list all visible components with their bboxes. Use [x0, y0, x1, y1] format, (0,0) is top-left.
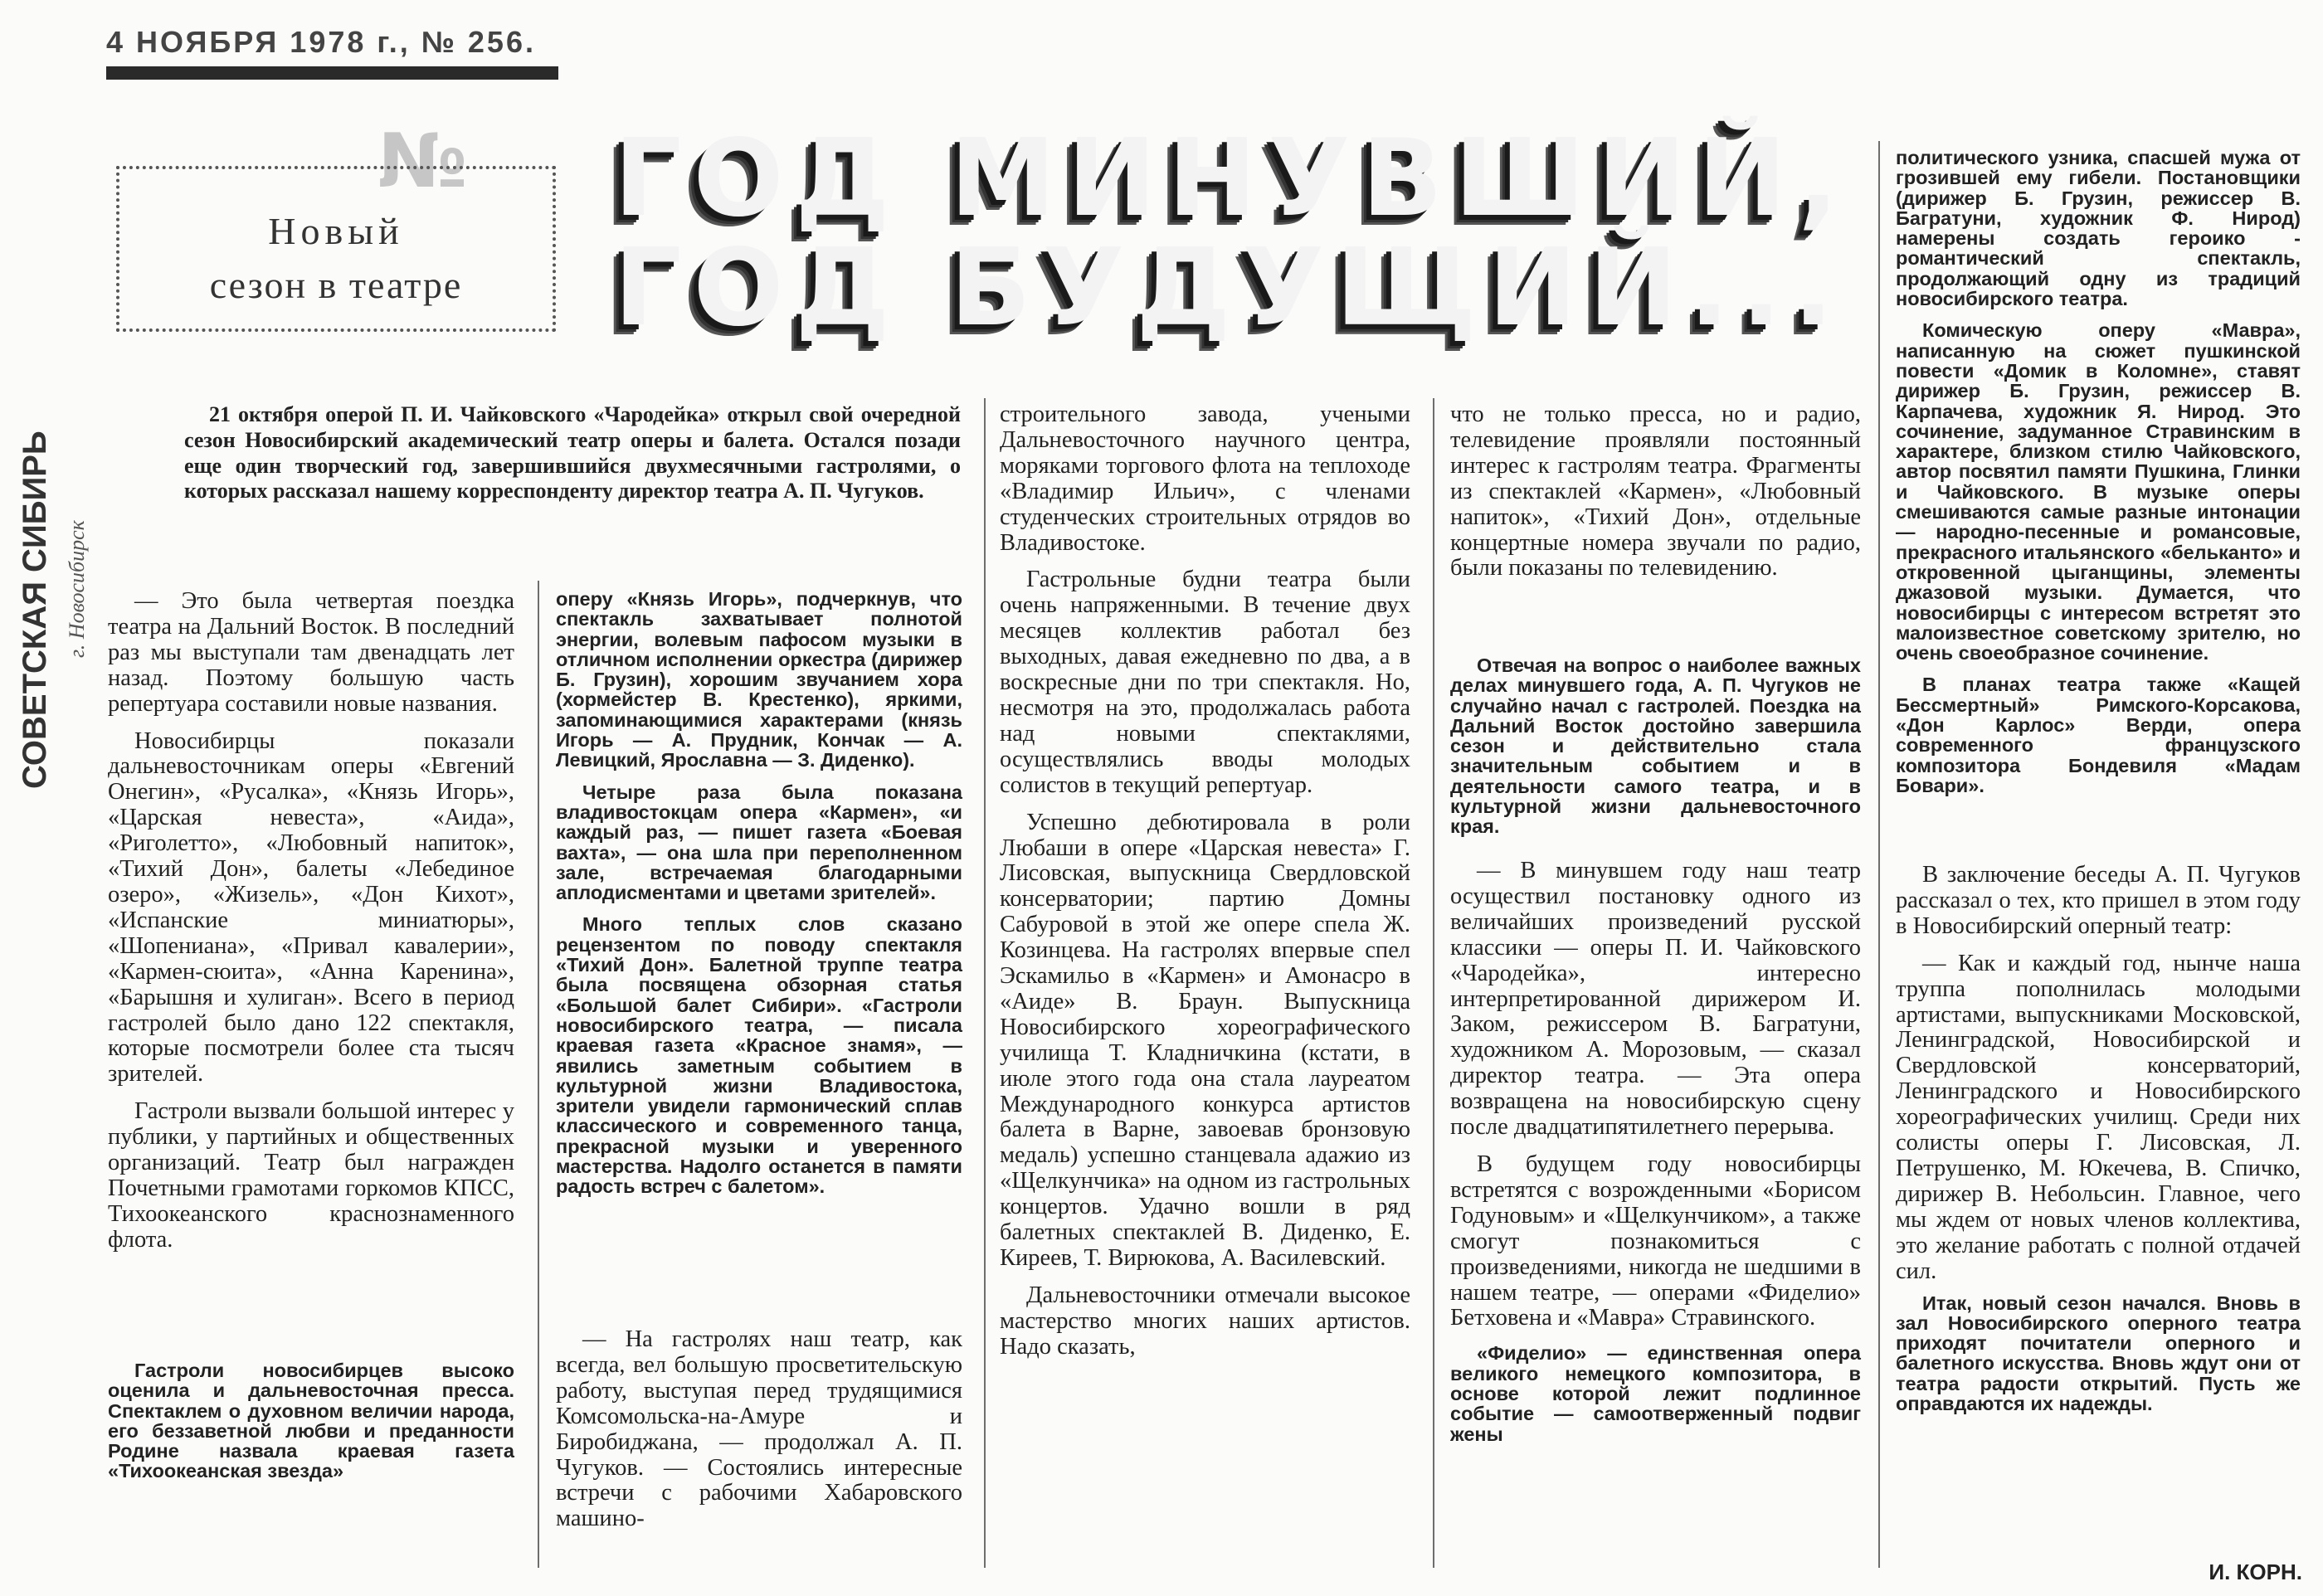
ghost-print-mark: №	[377, 118, 468, 205]
rubric-line-1: Новый	[268, 210, 404, 252]
headline-line-1: ГОД МИНУВШИЙ,	[614, 117, 1850, 241]
paragraph: Гастрольные будни театра были очень напряженными. В течение двух месяцев коллектив работал без выходных, давая ежедневно по два, а в воскресные дни по три спектакля. Но, несмотря на это, продолжалась работа над новыми спектаклями, осуществлялись вводы молодых солистов в текущий репертуар.	[1000, 567, 1410, 798]
paragraph: В заключение беседы А. П. Чугуков рассказал о тех, кто пришел в этом году в Новосибирский оперный театр:	[1896, 862, 2301, 939]
article-column-3	[1000, 402, 1410, 1360]
dateline-rule	[106, 66, 558, 80]
headline	[614, 117, 1850, 350]
paragraph: — В минувшем году наш театр осуществил постановку одного из величайших произведений русской классики — оперы П. И. Чайковского «Чародейка», интересно интерпретированной дирижером И. Заком, режиссером В. Багратуни, художником А. Морозовым, — сказал директор театра. — Эта опера возвращена на новосибирскую сцену после двадцатипятилетнего перерыва.	[1450, 858, 1861, 1141]
article-column-5-bold	[1896, 148, 2301, 796]
paragraph: Новосибирцы показали дальневосточникам оперы «Евгений Онегин», «Русалка», «Князь Игорь», «Царская невеста», «Аида», «Риголетто», «Любовный напиток», «Тихий Дон», балеты «Лебединое озеро», «Жизель», «Дон Кихот», «Испанские миниатюры», «Шопениана», «Привал кавалерии», «Кармен-сюита», «Анна Каренина», «Барышня и хулиган». Всего в период гастролей было дано 122 спектакля, которые посмотрели более ста тысяч зрителей.	[108, 727, 514, 1088]
paragraph: «Фиделио» — единственная опера великого немецкого композитора, в основе которой лежит подлинное событие — самоотверженный подвиг жены	[1450, 1342, 1861, 1445]
author-signature: И. КОРН.	[2209, 1560, 2302, 1584]
article-column-2-bold	[556, 589, 962, 1197]
article-column-4	[1450, 859, 1861, 1444]
article-column-4-bold-end	[1450, 1343, 1861, 1443]
column-rule	[1878, 141, 1880, 1568]
paragraph: Четыре раза была показана владивостокцам опера «Кармен», «и каждый раз, — пишет газета «Боевая вахта», — она шла при переполненном зале, встречаемая благодарными аплодисментами и цветами зрителей».	[556, 781, 962, 904]
paragraph: оперу «Князь Игорь», подчеркнув, что спектакль захватывает полнотой энергии, волевым пафосом музыки в отличном исполнении оркестра (дирижер Б. Грузин), хорошим звучанием хора (хормейстер В. Крестенко), яркими, запоминающимися характерами (князь Игорь — А. Прудник, Кончак — А. Левицкий, Ярославна — З. Диденко).	[556, 588, 962, 771]
paragraph: Дальневосточники отмечали высокое мастерство многих наших артистов. Надо сказать,	[1000, 1282, 1410, 1360]
paragraph: В планах театра также «Кащей Бессмертный» Римского-Корсакова, «Дон Карлос» Верди, опера современного французского композитора Бондевиля «Мадам Бовари».	[1896, 674, 2301, 796]
rubric-line-2: сезон в театре	[209, 264, 463, 306]
paragraph: — Как и каждый год, нынче наша труппа пополнилась молодыми артистами, выпускниками Московской, Ленинградской, Новосибирской и Свердловской консерваторий, Ленинградского и Новосибирского хореографических училищ. Среди них солисты оперы Г. Лисовская, Л. Петрушенко, М. Юкечева, В. Спичко, дирижер В. Небольсин. Главное, чего мы ждем от новых членов коллектива, это желание работать с полной отдачей сил.	[1896, 950, 2301, 1284]
newspaper-name-sidebar: СОВЕТСКАЯ СИБИРЬ	[17, 431, 53, 789]
paragraph: строительного завода, учеными Дальневосточного научного центра, моряками торгового флота на теплоходе «Владимир Ильич», с членами студенческих строительных отрядов во Владивостоке.	[1000, 401, 1410, 556]
paragraph: Отвечая на вопрос о наиболее важных делах минувшего года, А. П. Чугуков не случайно начал с гастролей. Поездка на Дальний Восток достойно завершила сезон и действительно стала значительным событием и в деятельности самого театра, и в культурной жизни дальневосточного края.	[1450, 654, 1861, 838]
paragraph: Итак, новый сезон начался. Вновь в зал Новосибирского оперного театра приходят почитатели оперного и балетного искусства. Вновь ждут они от театра радости открытий. Пусть же оправдаются их надежды.	[1896, 1292, 2301, 1414]
column-rule	[538, 581, 539, 1568]
article-column-4-top	[1450, 402, 1861, 581]
article-column-5	[1896, 863, 2301, 1414]
headline-line-2: ГОД БУДУЩИЙ...	[614, 226, 1845, 350]
dateline: 4 НОЯБРЯ 1978 г., № 256.	[106, 25, 536, 59]
article-column-5-bold-end	[1896, 1293, 2301, 1414]
city-sidebar: г. Новосибирск	[65, 520, 89, 658]
paragraph: Комическую оперу «Мавра», написанную на сюжет пушкинской повести «Домик в Коломне», ставят дирижер Б. Грузин, режиссер В. Карпачева, художник Я. Нирод. Это сочинение, задуманное Стравинским в характере, близком стилю Чайковского, автор посвятил памяти Пушкина, Глинки и Чайковского. В музыке оперы смешиваются самые разные интонации — народно-песенные и романсовые, прекрасного итальянского «бельканто» и откровенной цыганщины, элементы джазовой музыки. Думается, что новосибирцы с интересом встретят это малоизвестное советскому зрителю, но очень своеобразное сочинение.	[1896, 319, 2301, 664]
article-column-1-bold	[108, 1360, 514, 1482]
paragraph: что не только пресса, но и радио, телевидение проявляли постоянный интерес к гастролям театра. Фрагменты из спектаклей «Кармен», «Любовный напиток», «Тихий Дон», отдельные концертные номера звучали по радио, были показаны по телевидению.	[1450, 401, 1861, 581]
article-column-2	[556, 1327, 962, 1532]
column-rule	[1433, 398, 1434, 1568]
paragraph: Много теплых слов сказано рецензентом по поводу спектакля «Тихий Дон». Балетной труппе театра была посвящена обзорная статья «Большой балет Сибири». «Гастроли новосибирского театра, — писала краевая газета «Красное знамя», — явились заметным событием в культурной жизни Владивостока, зрители увидели гармонический сплав классического и современного танца, прекрасной музыки и уверенного мастерства. Надолго останется в памяти радость встреч с балетом».	[556, 913, 962, 1198]
column-rule	[984, 398, 986, 1568]
rubric-box	[116, 166, 556, 332]
article-column-4-bold	[1450, 655, 1861, 837]
paragraph: Успешно дебютировала в роли Любаши в опере «Царская невеста» Г. Лисовская, выпускница Свердловской консерватории; партию Домны Сабуровой в этой же опере спела Ж. Козинцева. На гастролях впервые спел Эскамильо в «Кармен» и Амонасро в «Аиде» В. Браун. Выпускница Новосибирского хореографического училища Т. Кладничкина (кстати, в июле этого года она стала лауреатом Международного конкурса артистов балета в Варне, завоевав бронзовую медаль) успешно станцевала адажио из «Щелкунчика» на одном из гастрольных концертов. Удачно вошли в ряд балетных спектаклей В. Диденко, Е. Киреев, Т. Вирюкова, А. Василевский.	[1000, 809, 1410, 1271]
paragraph: политического узника, спасшей мужа от грозившей ему гибели. Постановщики (дирижер Б. Грузин, режиссер В. Багратуни, художник Ф. Нирод) намерены создать героико - романтический спектакль, продолжающий одну из традиций новосибирского театра.	[1896, 147, 2301, 310]
paragraph: — Это была четвертая поездка театра на Дальний Восток. В последний раз мы выступали там двенадцать лет назад. Поэтому большую часть репертуара составили новые названия.	[108, 588, 514, 717]
article-column-1	[108, 589, 514, 1253]
paragraph: Гастроли вызвали большой интерес у публики, у партийных и общественных организаций. Театр был награжден Почетными грамотами горкомов КПСС, Тихоокеанского краснознаменного флота.	[108, 1098, 514, 1253]
paragraph: В будущем году новосибирцы встретятся с возрожденными «Борисом Годуновым» и «Щелкунчиком», а также смогут познакомиться с произведениями, никогда не шедшими в нашем театре, — операми «Фиделио» Бетховена и «Мавра» Стравинского.	[1450, 1151, 1861, 1331]
paragraph: — На гастролях наш театр, как всегда, вел большую просветительскую работу, выступая перед трудящимися Комсомольска-на-Амуре и Биробиджана, — продолжал А. П. Чугуков. — Состоялись интересные встречи с рабочими Хабаровского машино-	[556, 1326, 962, 1532]
paragraph: Гастроли новосибирцев высоко оценила и дальневосточная пресса. Спектаклем о духовном величии народа, его беззаветной любви и преданности Родине назвала краевая газета «Тихоокеанская звезда»	[108, 1360, 514, 1482]
article-lead: 21 октября оперой П. И. Чайковского «Чародейка» открыл свой очередной сезон Новосибирский академический театр оперы и балета. Остался позади еще один творческий год, завершившийся двухмесячными гастролями, о которых рассказал нашему корреспонденту директор театра А. П. Чугуков.	[184, 402, 961, 504]
